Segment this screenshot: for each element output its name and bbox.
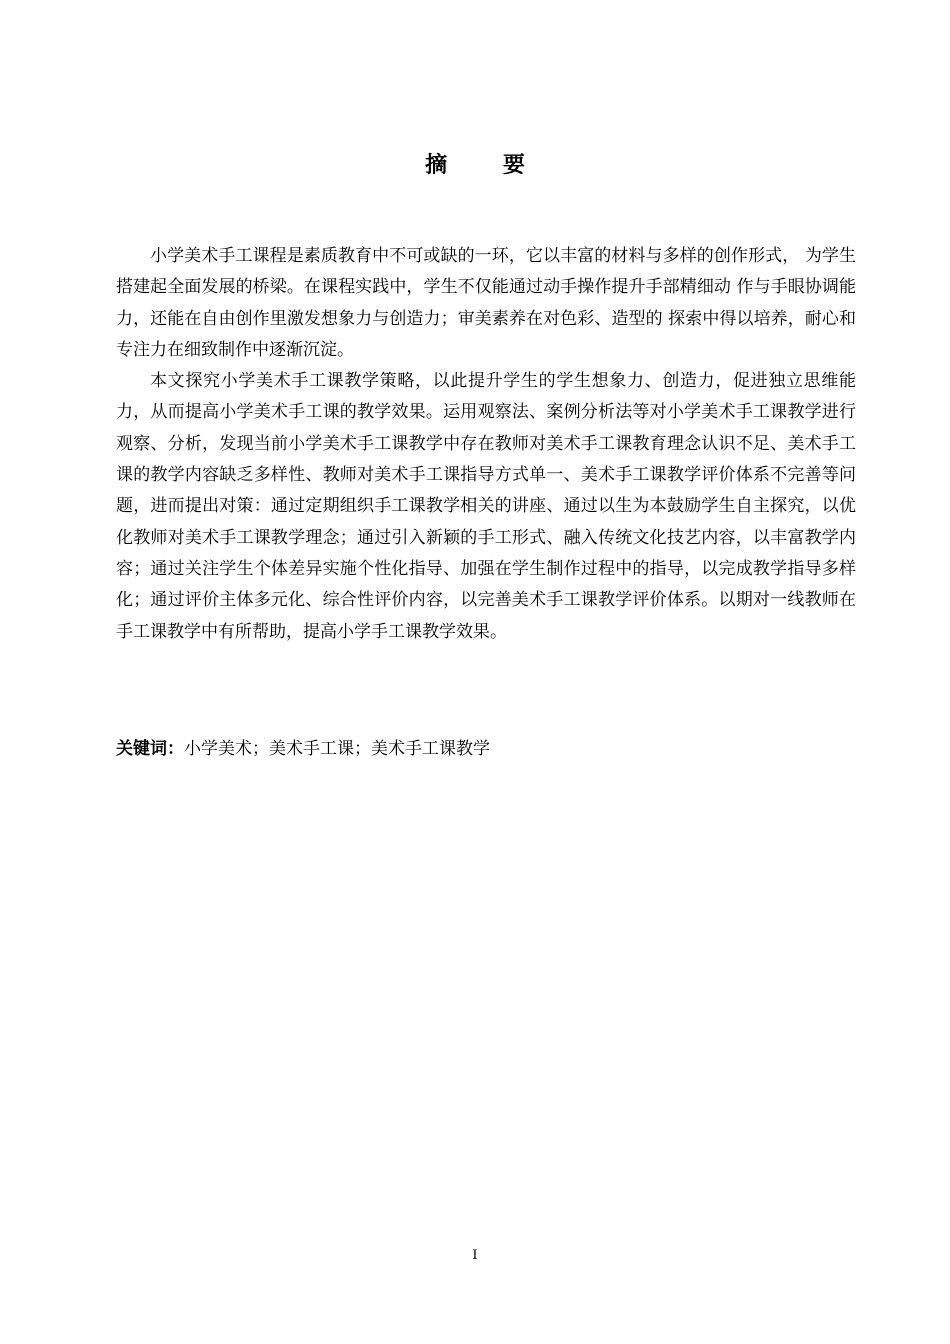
page-number: I bbox=[472, 1248, 478, 1263]
abstract-body bbox=[116, 241, 856, 648]
abstract-paragraph-1: 小学美术手工课程是素质教育中不可或缺的一环，它以丰富的材料与多样的创作形式， 为学生搭建起全面发展的桥梁。在课程实践中，学生不仅能通过动手操作提升手部精细动 作与手眼协调能力，还能在自由创作里激发想象力与创造力；审美素养在对色彩、造型的 探索中得以培养，耐心和专注力在细致制作中逐渐沉淀。 bbox=[116, 246, 856, 360]
keywords-line bbox=[116, 736, 856, 762]
page-title: 摘 要 bbox=[425, 153, 549, 178]
keywords-label: 关键词： bbox=[116, 739, 184, 759]
keywords-text: 小学美术；美术手工课；美术手工课教学 bbox=[184, 739, 490, 759]
abstract-paragraph-2: 本文探究小学美术手工课教学策略，以此提升学生的学生想象力、创造力，促进独立思维能力，从而提高小学美术手工课的教学效果。运用观察法、案例分析法等对小学美术手工课教学进行观察、分析，发现当前小学美术手工课教学中存在教师对美术手工课教育理念认识不足、美术手工课的教学内容缺乏多样性、教师对美术手工课指导方式单一、美术手工课教学评价体系不完善等问题，进而提出对策：通过定期组织手工课教学相关的讲座、通过以生为本鼓励学生自主探究，以优化教师对美术手工课教学理念；通过引入新颖的手工形式、融入传统文化技艺内容，以丰富教学内容；通过关注学生个体差异实施个性化指导、加强在学生制作过程中的指导，以完成教学指导多样化；通过评价主体多元化、综合性评价内容，以完善美术手工课教学评价体系。以期对一线教师在手工课教学中有所帮助，提高小学手工课教学效果。 bbox=[116, 371, 856, 642]
